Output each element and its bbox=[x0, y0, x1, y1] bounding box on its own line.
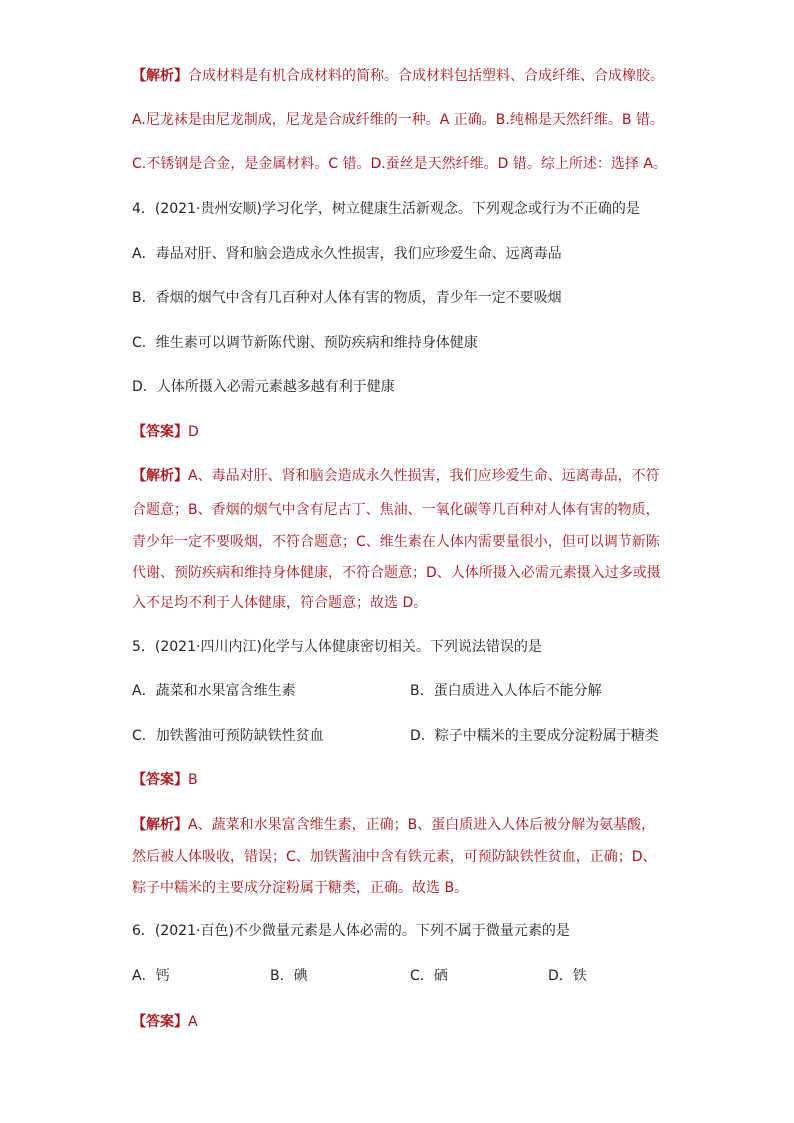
question-5-stem: 5．(2021·四川内江)化学与人体健康密切相关。下列说法错误的是 bbox=[132, 639, 542, 655]
q6-option-d: D．铁 bbox=[548, 968, 587, 984]
q4-option-a: A．毒品对肝、肾和脑会造成永久性损害，我们应珍爱生命、远离毒品 bbox=[132, 246, 562, 262]
analysis-line: C.不锈钢是合金，是金属材料。C 错。D.蚕丝是天然纤维。D 错。综上所述：选择 A。 bbox=[132, 156, 667, 172]
analysis-tag: 【解析】 bbox=[132, 68, 188, 84]
q5-analysis-line: 粽子中糯米的主要成分淀粉属于糖类，正确。故选 B。 bbox=[132, 880, 469, 896]
analysis-text: 合成材料是有机合成材料的简称。合成材料包括塑料、合成纤维、合成橡胶。 bbox=[188, 68, 664, 84]
q4-answer bbox=[132, 422, 199, 442]
analysis-text: A、蔬菜和水果富含维生素，正确；B、蛋白质进入人体后被分解为氨基酸， bbox=[188, 817, 656, 833]
q4-analysis-line: 代谢、预防疾病和维持身体健康，不符合题意；D、人体所摄入必需元素摄入过多或摄 bbox=[132, 565, 661, 581]
q4-option-b: B．香烟的烟气中含有几百种对人体有害的物质，青少年一定不要吸烟 bbox=[132, 290, 562, 306]
answer-value: D bbox=[188, 424, 199, 440]
q6-option-b: B．碘 bbox=[270, 968, 308, 984]
analysis-text: A、毒品对肝、肾和脑会造成永久性损害，我们应珍爱生命、远离毒品，不符 bbox=[188, 468, 660, 484]
analysis-line: A.尼龙袜是由尼龙制成，尼龙是合成纤维的一种。A 正确。B.纯棉是天然纤维。B 错。 bbox=[132, 112, 664, 128]
question-6-stem: 6．(2021·百色)不少微量元素是人体必需的。下列不属于微量元素的是 bbox=[132, 923, 570, 939]
question-4-stem: 4．(2021·贵州安顺)学习化学，树立健康生活新观念。下列观念或行为不正确的是 bbox=[132, 201, 640, 217]
q4-option-d: D．人体所摄入必需元素越多越有利于健康 bbox=[132, 379, 395, 395]
q6-answer bbox=[132, 1012, 198, 1032]
analysis-tag: 【解析】 bbox=[132, 817, 188, 833]
q5-analysis-line: 然后被人体吸收，错误；C、加铁酱油中含有铁元素，可预防缺铁性贫血，正确；D、 bbox=[132, 849, 657, 865]
q6-option-c: C．硒 bbox=[410, 968, 448, 984]
analysis-tag: 【解析】 bbox=[132, 468, 188, 484]
q5-option-d: D．粽子中糯米的主要成分淀粉属于糖类 bbox=[410, 728, 659, 744]
q4-analysis-line: 入不足均不利于人体健康，符合题意；故选 D。 bbox=[132, 595, 428, 611]
answer-tag: 【答案】 bbox=[132, 1014, 188, 1030]
q5-option-b: B．蛋白质进入人体后不能分解 bbox=[410, 683, 602, 699]
q4-option-c: C．维生素可以调节新陈代谢、预防疾病和维持身体健康 bbox=[132, 335, 478, 351]
answer-tag: 【答案】 bbox=[132, 772, 188, 788]
q5-option-a: A．蔬菜和水果富含维生素 bbox=[132, 683, 296, 699]
answer-value: B bbox=[188, 772, 198, 788]
q4-analysis-line bbox=[132, 466, 660, 486]
q4-analysis-line: 青少年一定不要吸烟，不符合题意；C、维生素在人体内需要量很小，但可以调节新陈 bbox=[132, 534, 660, 550]
q5-option-c: C．加铁酱油可预防缺铁性贫血 bbox=[132, 728, 324, 744]
analysis-line bbox=[132, 66, 664, 86]
q6-option-a: A．钙 bbox=[132, 968, 170, 984]
answer-value: A bbox=[188, 1014, 198, 1030]
answer-tag: 【答案】 bbox=[132, 424, 188, 440]
q4-analysis-line: 合题意；B、香烟的烟气中含有尼古丁、焦油、一氧化碳等几百种对人体有害的物质， bbox=[132, 502, 660, 518]
q5-analysis-line bbox=[132, 815, 655, 835]
q5-answer bbox=[132, 770, 198, 790]
